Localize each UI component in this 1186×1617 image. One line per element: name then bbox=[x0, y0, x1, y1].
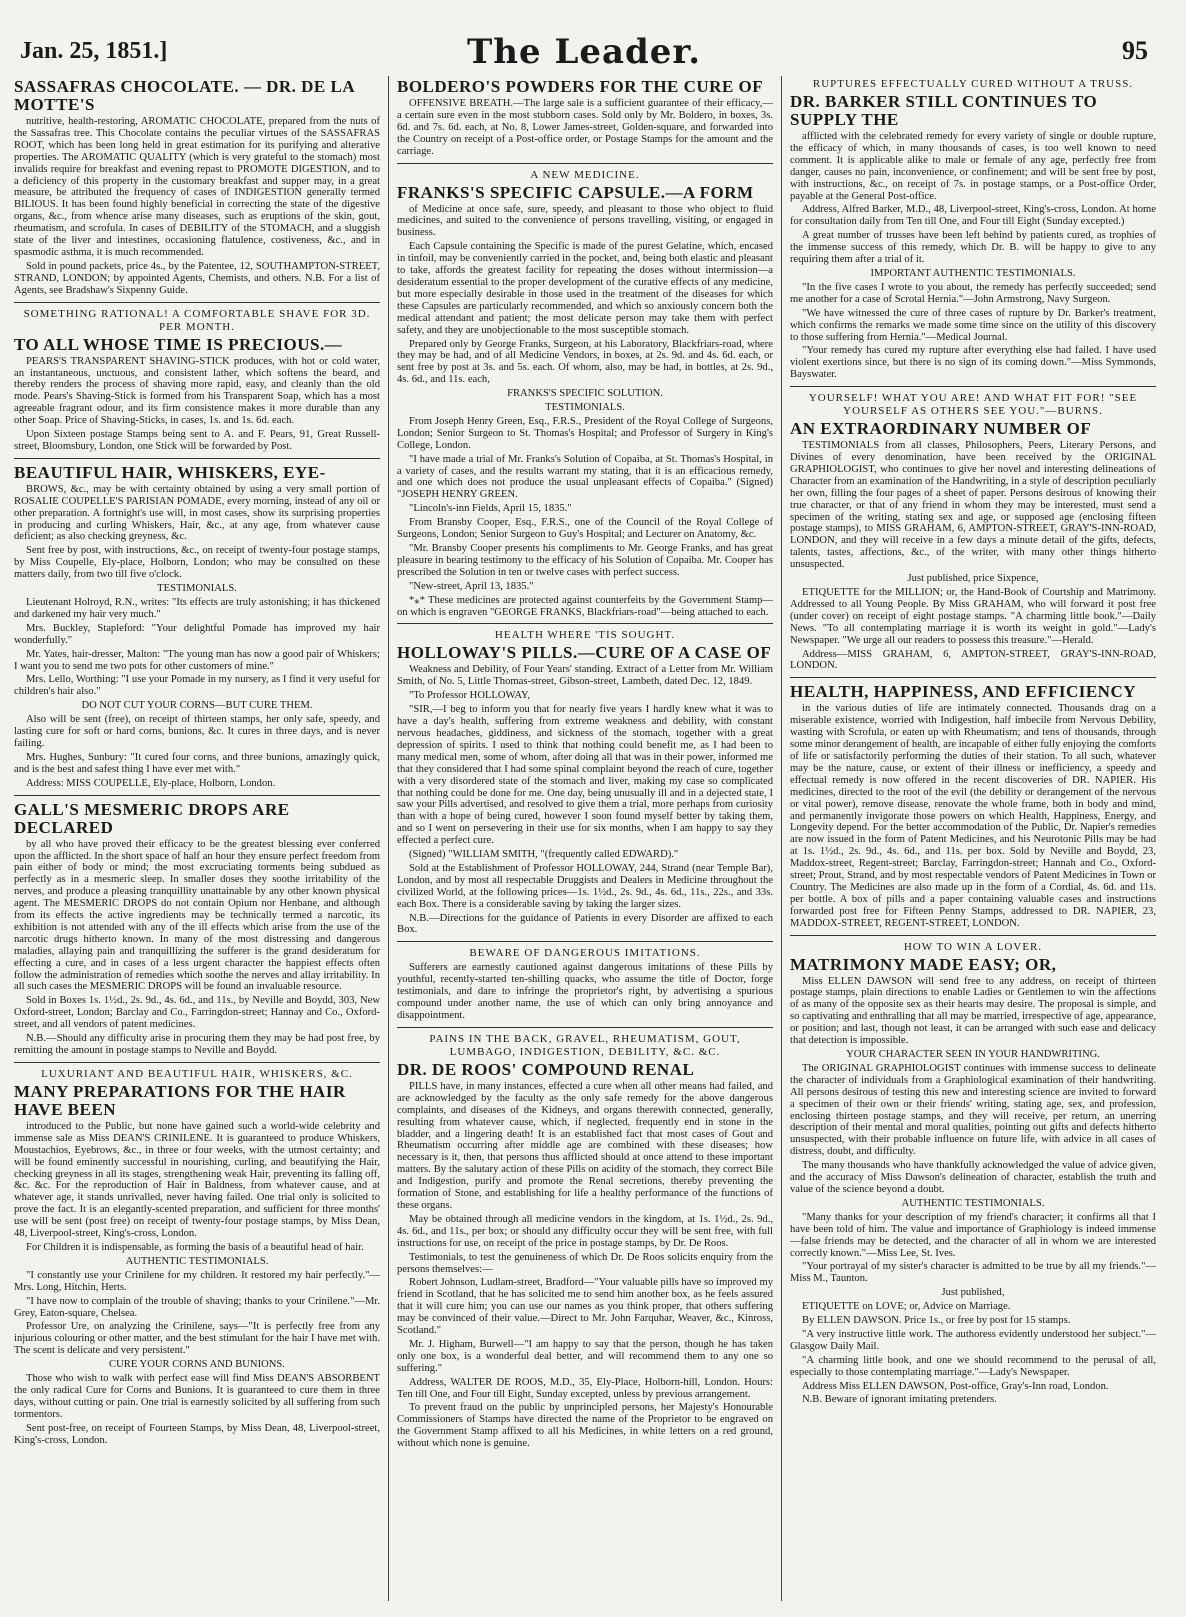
ad-paragraph: Professor Ure, on analyzing the Crinilene, says—"It is perfectly free from any injurious colouring or other matter, and the best stimulant for the hair I have met with. The scent is delicate and very persistent." bbox=[14, 1321, 380, 1357]
ad-paragraph: Mr. J. Higham, Burwell—"I am happy to say that the person, though he has taken only one box, is a wonderful deal better, and will recommend them to any one so suffering." bbox=[397, 1338, 773, 1374]
ad-subheading: YOUR CHARACTER SEEN IN YOUR HANDWRITING. bbox=[846, 1049, 1100, 1060]
ad-heading: TO ALL WHOSE TIME IS PRECIOUS.— bbox=[14, 334, 343, 354]
advertisement bbox=[397, 78, 773, 158]
ad-paragraph: "A charming little book, and one we should recommend to the perusal of all, especially to those contemplating marriage."—Lady's Newspaper. bbox=[790, 1354, 1156, 1378]
ad-paragraph: From Joseph Henry Green, Esq., F.R.S., President of the Royal College of Surgeons, London; Senior Surgeon to St. Thomas's Hospital; and Professor of Surgery in King's College, London. bbox=[397, 415, 773, 451]
ad-paragraph: nutritive, health-restoring, AROMATIC CHOCOLATE, prepared from the nuts of the Sassafras tree. This Chocolate contains the peculiar virtues of the SASSAFRAS ROOT, which has been long held in great estimation for its purifying and alterative properties. The AROMATIC QUALITY (which is very grateful to the stomach) most invalids require for breakfast and evening repast to PROMOTE DIGESTION, and to a deficiency of this property in the customary breakfast and supper may, in a great measure, be attributed the frequency of cases of INDIGESTION generally termed BILIOUS. It has been found highly beneficial in correcting the state of the digestive organs, &c., from whence arise many diseases, such as eruptions of the skin, gout, rheumatism, and scrofula. In cases of DEBILITY of the STOMACH, and a sluggish state of the liver and intestines, occasioning flatulence, costiveness, &c., and in spasmodic asthma, it is much recommended. bbox=[14, 116, 380, 258]
ad-subheading: DO NOT CUT YOUR CORNS—BUT CURE THEM. bbox=[81, 700, 313, 712]
ad-paragraph: "Lincoln's-inn Fields, April 15, 1835." bbox=[409, 503, 572, 515]
issue-date: Jan. 25, 1851.] bbox=[20, 38, 168, 64]
ad-paragraph: Address: MISS COUPELLE, Ely-place, Holborn, London. bbox=[26, 777, 276, 789]
ad-paragraph: Sent free by post, with instructions, &c., on receipt of twenty-four postage stamps, by Miss Coupelle, Ely-place, Holborn, London; who may be consulted on these matters daily, from two till five o'clock. bbox=[14, 545, 380, 581]
ad-paragraph: Miss ELLEN DAWSON will send free to any address, on receipt of thirteen postage stamps, plain directions to enable Ladies or Gentlemen to win the affections of as many of the opposite sex as their hearts may desire. The proposal is simple, and so captivating and enthralling that all may be married, irrespective of age, appearance, or position; and last, though not least, it can be arranged with such ease and delicacy that detection is impossible. bbox=[790, 975, 1156, 1047]
ad-paragraph: "In the five cases I wrote to you about, the remedy has perfectly succeeded; send me another for a case of Scrotal Hernia."—John Armstrong, Navy Surgeon. bbox=[790, 281, 1156, 305]
ad-paragraph: The ORIGINAL GRAPHIOLOGIST continues with immense success to delineate the character of individuals from a Graphiological examination of their handwriting. All persons desirous of testing this new and interesting science are invited to forward a specimen of their own or their friends' writing, stating age, sex, and profession, enclosing thirteen postage stamps, and they will receive, per return, an unerring description of their mental and moral qualities, pointing out gifts and defects hitherto unsuspected, with their probable influence on future life, with advice in all cases of distress, doubt, and difficulty. bbox=[790, 1062, 1156, 1158]
ad-heading: HEALTH, HAPPINESS, AND EFFICIENCY bbox=[790, 682, 1137, 702]
ad-kicker: YOURSELF! WHAT YOU ARE! AND WHAT FIT FOR! "SEE YOURSELF AS OTHERS SEE YOU."—BURNS. bbox=[808, 392, 1138, 418]
article-divider bbox=[790, 677, 1156, 678]
ad-paragraph: To prevent fraud on the public by unprincipled persons, her Majesty's Honourable Commissioners of Stamps have directed the name of the Proprietor to be engraved on the Government Stamp affixed to all his Medicines, in white letters on a red ground, without which none is genuine. bbox=[397, 1402, 773, 1450]
ad-paragraph: Sold in pound packets, price 4s., by the Patentee, 12, SOUTHAMPTON-STREET, STRAND, LONDON; by appointed Agents, Chemists, and others. N.B. For a list of Agents, see Bradshaw's Sixpenny Guide. bbox=[14, 260, 380, 296]
ad-subheading: TESTIMONIALS. bbox=[545, 402, 625, 414]
ad-heading: SASSAFRAS CHOCOLATE. — DR. DE LA MOTTE'S bbox=[14, 77, 355, 114]
ad-paragraph: "To Professor HOLLOWAY, bbox=[409, 690, 530, 702]
ad-kicker: SOMETHING RATIONAL! A COMFORTABLE SHAVE FOR 3D. PER MONTH. bbox=[23, 307, 371, 333]
advertisement bbox=[397, 629, 773, 936]
ad-paragraph: Mrs. Hughes, Sunbury: "It cured four corns, and three bunions, amazingly quick, and is the best and safest thing I have ever met with." bbox=[14, 751, 380, 775]
ad-paragraph: (Signed) "WILLIAM SMITH, "(frequently called EDWARD)." bbox=[409, 849, 679, 861]
advertisement bbox=[790, 78, 1156, 381]
ad-paragraph: "Your portrayal of my sister's character is admitted to be true by all my friends."—Miss M., Taunton. bbox=[790, 1261, 1156, 1285]
ad-subheading: CURE YOUR CORNS AND BUNIONS. bbox=[109, 1359, 285, 1371]
article-divider bbox=[790, 935, 1156, 936]
ad-paragraph: ETIQUETTE on LOVE; or, Advice on Marriage. bbox=[802, 1301, 1011, 1313]
ad-paragraph: For Children it is indispensable, as forming the basis of a beautiful head of hair. bbox=[26, 1241, 364, 1253]
ad-paragraph: "A very instructive little work. The authoress evidently understood her subject."—Glasgow Daily Mail. bbox=[790, 1328, 1156, 1352]
ad-paragraph: Mr. Yates, hair-dresser, Malton: "The young man has now a good pair of Whiskers; I want you to send me two pots for other customers of mine." bbox=[14, 648, 380, 672]
ad-paragraph: Address—MISS GRAHAM, 6, AMPTON-STREET, GRAY'S-INN-ROAD, LONDON. bbox=[790, 648, 1156, 672]
column-2 bbox=[397, 76, 773, 1601]
ad-subheading: FRANKS'S SPECIFIC SOLUTION. bbox=[507, 388, 663, 400]
ad-paragraph: By ELLEN DAWSON. Price 1s., or free by post for 15 stamps. bbox=[802, 1315, 1071, 1327]
article-divider bbox=[14, 458, 380, 459]
ad-paragraph: N.B. Beware of ignorant imitating pretenders. bbox=[802, 1394, 997, 1406]
ad-paragraph: "Your remedy has cured my rupture after everything else had failed. I have used violent exertions since, but there is no sign of its coming down."—Miss Symmonds, Bayswater. bbox=[790, 345, 1156, 381]
ad-heading: BOLDERO'S POWDERS FOR THE CURE OF bbox=[397, 77, 764, 96]
ad-subheading: AUTHENTIC TESTIMONIALS. bbox=[125, 1255, 269, 1267]
ad-paragraph: ETIQUETTE for the MILLION; or, the Hand-Book of Courtship and Matrimony. Addressed to all Young People. By Miss GRAHAM, who will forward it post free (under cover) on receipt of eight postage stamps. "A charming little book."—Daily News. "To all contemplating marriage it is worth its weight in gold."—Lady's Newspaper. "We urge all our readers to possess this treasure."—Herald. bbox=[790, 587, 1156, 646]
ad-paragraph: Sufferers are earnestly cautioned against dangerous imitations of these Pills by youthful, recently-started ten-shilling quacks, who assume the title of Doctor, forge testimonials, and dare to infringe the proprietor's right, by advertising a spurious compound under another name, the use of which can only bring annoyance and disappointment. bbox=[397, 962, 773, 1021]
ad-kicker: HOW TO WIN A LOVER. bbox=[903, 940, 1043, 953]
column-3 bbox=[790, 76, 1156, 1601]
ad-paragraph: "We have witnessed the cure of three cases of rupture by Dr. Barker's treatment, which confirms the remarks we made some time since on the utility of this discovery to those suffering from Hernia."—Medical Journal. bbox=[790, 307, 1156, 343]
ad-kicker: LUXURIANT AND BEAUTIFUL HAIR, WHISKERS, &C. bbox=[41, 1067, 353, 1080]
ad-paragraph: PEARS'S TRANSPARENT SHAVING-STICK produces, with hot or cold water, an instantaneous, unctuous, and consistent lather, which softens the beard, and thereby renders the process of shaving more rapid, easy, and cleanly than the old mode. Pears's Shaving-Stick is formed from his Transparent Soap, which has a most agreeable fragrant odour, and its firm consistence makes it more durable than any other Soap. Price of Shaving-Sticks, in cases, 1s. and 1s. 6d. each. bbox=[14, 355, 380, 427]
ad-heading: DR. DE ROOS' COMPOUND RENAL bbox=[397, 1059, 695, 1079]
ad-paragraph: "Many thanks for your description of my friend's character; it confirms all that I have been told of him. The value and importance of Graphiology is indeed immense—false friends may be detected, and the character of all in whom we are interested correctly known."—Miss Lee, St. Ives. bbox=[790, 1211, 1156, 1259]
column-1 bbox=[14, 76, 380, 1601]
ad-paragraph: Upon Sixteen postage Stamps being sent to A. and F. Pears, 91, Great Russell-street, Bloomsbury, London, one Stick will be forwarded by Post. bbox=[14, 429, 380, 452]
ad-paragraph: A great number of trusses have been left behind by patients cured, as trophies of the immense success of this remedy, which Dr. B. will be happy to give to any requiring them after a trial of it. bbox=[790, 230, 1156, 266]
ad-paragraph: Prepared only by George Franks, Surgeon, at his Laboratory, Blackfriars-road, where they may be had, and of all Medicine Vendors, in boxes, at 2s. 9d. and 4s. 6d. each, or sent free by post at 3s. and 5s. each. Of whom, also, may be had, in bottles, at 2s. 9d., 4s. 6d., and 11s. each, bbox=[397, 338, 773, 386]
ad-paragraph: Address, WALTER DE ROOS, M.D., 35, Ely-Place, Holborn-hill, London. Hours: Ten till One, and Four till Eight, Sunday excepted, unless by previous arrangement. bbox=[397, 1376, 773, 1400]
ad-heading: FRANKS'S SPECIFIC CAPSULE.—A FORM bbox=[397, 182, 754, 202]
advertisement bbox=[790, 392, 1156, 672]
ad-paragraph: Address, Alfred Barker, M.D., 48, Liverpool-street, King's-cross, London. At home for consultation daily from Ten till One, and Four till Eight (Sunday excepted.) bbox=[790, 204, 1156, 228]
ad-paragraph: Mrs. Buckley, Stapleford: "Your delightful Pomade has improved my hair wonderfully." bbox=[14, 622, 380, 646]
ad-paragraph: Sold at the Establishment of Professor HOLLOWAY, 244, Strand (near Temple Bar), London, and by most all respectable Druggists and Dealers in Medicine throughout the civilized World, at the following prices—1s. 1½d., 2s. 9d., 4s. 6d., 11s., 22s., and 33s. each Box. There is a considerable saving by taking the larger sizes. bbox=[397, 862, 773, 910]
ad-paragraph: N.B.—Directions for the guidance of Patients in every Disorder are affixed to each Box. bbox=[397, 912, 773, 936]
ad-kicker: RUPTURES EFFECTUALLY CURED WITHOUT A TRUSS. bbox=[812, 78, 1134, 90]
article-divider bbox=[397, 623, 773, 624]
ad-heading: GALL'S MESMERIC DROPS ARE DECLARED bbox=[14, 799, 290, 837]
article-divider bbox=[397, 1027, 773, 1028]
article-divider bbox=[14, 795, 380, 796]
ad-paragraph: Testimonials, to test the genuineness of which Dr. De Roos solicits enquiry from the persons themselves:— bbox=[397, 1251, 773, 1275]
ad-paragraph: by all who have proved their efficacy to be the greatest blessing ever conferred upon the afflicted. In the short space of half an hour they ensure perfect freedom from pain either of body or mind; the most excruciating torments being subdued as perfectly as in a mesmeric sleep. In smaller doses they soothe irritability of the nerves, and produce a pleasing tranquillity unattainable by any other known physical agent. The MESMERIC DROPS do not contain Opium nor Henbane, and although from its effects the active ingredients may be technically termed a narcotic, its exhibition is not attended with any of the ill effects which arise from the use of the narcotic drugs hitherto known. In many of the most distressing and dangerous maladies, allaying pain and tranquillizing the sufferer is the grand desideratum for effecting a cure, and in cases of a less urgent character the happiest effects often follow the administration of remedies which soothe the nerves and allay irritability. In all such cases the MESMERIC DROPS will be found an invaluable resource. bbox=[14, 838, 380, 993]
ad-paragraph: "New-street, April 13, 1835." bbox=[409, 580, 534, 592]
ad-paragraph: Mrs. Lello, Worthing: "I use your Pomade in my nursery, as I find it very useful for children's hair also." bbox=[14, 674, 380, 698]
ad-paragraph: From Bransby Cooper, Esq., F.R.S., one of the Council of the Royal College of Surgeons, London; Senior Surgeon to Guy's Hospital; and Lecturer on Anatomy, &c. bbox=[397, 517, 773, 541]
ad-heading: MANY PREPARATIONS FOR THE HAIR HAVE BEEN bbox=[14, 1081, 346, 1119]
ad-subheading: Just published, bbox=[941, 1287, 1005, 1299]
ad-paragraph: *⁎* These medicines are protected against counterfeits by the Government Stamp—on which is engraven "GEORGE FRANKS, Blackfriars-road"—being attached to each. bbox=[397, 594, 773, 618]
ad-paragraph: The many thousands who have thankfully acknowledged the value of advice given, and the accuracy of Miss Dawson's delineation of character, establish the truth and value of the science beyond a doubt. bbox=[790, 1160, 1156, 1195]
ad-paragraph: Also will be sent (free), on receipt of thirteen stamps, her only safe, speedy, and lasting cure for soft or hard corns, bunions, &c. It cures in three days, and is never failing. bbox=[14, 714, 380, 749]
ad-paragraph: Sold in Boxes 1s. 1½d., 2s. 9d., 4s. 6d., and 11s., by Neville and Boydd, 303, New Oxford-street, London; Barclay and Co., Farringdon-street; Hannay and Co., Oxford-street, and all vendors of patent medicines. bbox=[14, 995, 380, 1031]
ad-subheading: IMPORTANT AUTHENTIC TESTIMONIALS. bbox=[870, 267, 1076, 279]
ad-heading: DR. BARKER STILL CONTINUES TO SUPPLY THE bbox=[790, 92, 1098, 129]
advertisement bbox=[14, 308, 380, 453]
ad-kicker: HEALTH WHERE 'TIS SOUGHT. bbox=[494, 629, 676, 642]
ad-paragraph: BROWS, &c., may be with certainty obtained by using a very small portion of ROSALIE COUPELLE'S PARISIAN POMADE, every morning, instead of any oil or other preparation. A fortnight's use will, in most cases, show its surprising properties in producing and curling Whiskers, Hair, &c., at any age, from whatever cause deficient; as also checking greyness, &c. bbox=[14, 483, 380, 543]
article-divider bbox=[14, 1062, 380, 1063]
ad-paragraph: Robert Johnson, Ludlam-street, Bradford—"Your valuable pills have so improved my friend in Scotland, that he has solicited me to send him another box, as he feels assured that it will cure him; you can use our names as you think proper, that others suffering may be convinced of their value.—Direct to Mr. John Farquhar, Weaver, &c., Kinross, Scotland." bbox=[397, 1277, 773, 1337]
ad-paragraph: in the various duties of life are intimately connected. Thousands drag on a miserable existence, worried with Indigestion, half imbecile from Nervous Debility, wasting with Scrofula, or eaten up with Rheumatism; and tens of thousands, through some minor derangement of health, are incapable of either fully enjoying the comforts of life or satisfactorily performing the duties of their station. To all such, whatever may be the nature, cause, or extent of their illness or inefficiency, a speedy and effectual remedy is now offered in the recent discoveries of DR. NAPIER. His medicines, directed to the root of the evil (the debility or derangement of the nervous or vital power), remove disease, renovate the whole frame, both in body and mind, and permanently invigorate those powers on which Health, Happiness, Energy, and Longevity depend. For the better accommodation of the Public, Dr. Napier's remedies are now issued in the form of Patent Medicines, and his Neurotonic Pills may be had at 1s. 1½d., 2s. 9d., 4s. 6d., and 11s. per box. Sold by Neville and Boydd, 23, Maddox-street, Regent-street; Barclay, Farringdon-street; Hannah and Co., Oxford-street; Prout, Strand, and by most respectable vendors of Patent Medicines in Town or Country. The Medicines are also made up in the form of a Cordial, 4s. 6d. and 11s. per bottle. A box of pills and a paper containing valuable cases and instructions forwarded post free for Fifteen Penny Stamps, addressed to DR. NAPIER, 23, MADDOX-STREET, REGENT-STREET, LONDON. bbox=[790, 703, 1156, 929]
article-divider bbox=[397, 163, 773, 164]
ad-paragraph: "SIR,—I beg to inform you that for nearly five years I hardly knew what it was to have a day's health, suffering from extreme weakness and debility, with constant nervous headaches, giddiness, and sickness of the stomach, together with a great depression of spirits. I used to think that nothing could benefit me, as I had been to many medical men, some of whom, after doing all that was in their power, informed me that they considered that I had some spinal complaint beyond the reach of cure, together with a very disordered state of the stomach and liver, making my case so complicated that nothing could be done for me. One day, being unusually ill and in a dejected state, I saw your Pills advertised, and resolved to give them a trial, more perhaps from curiosity than with a hope of being cured, however I soon found myself better by taking them, and so I went on persevering in their use for six months, when I am happy to say they effected a perfect cure. bbox=[397, 704, 773, 847]
ad-subheading: Just published, price Sixpence, bbox=[907, 573, 1039, 585]
article-divider bbox=[397, 941, 773, 942]
article-divider bbox=[790, 386, 1156, 387]
advertisement bbox=[14, 464, 380, 790]
ad-subheading: AUTHENTIC TESTIMONIALS. bbox=[901, 1197, 1045, 1209]
ad-paragraph: Weakness and Debility, of Four Years' standing. Extract of a Letter from Mr. William Smith, of No. 5, Little Thomas-street, Gibson-street, Lambeth, dated Dec. 12, 1849. bbox=[397, 664, 773, 688]
ad-paragraph: Each Capsule containing the Specific is made of the purest Gelatine, which, encased in tinfoil, may be conveniently carried in the pocket, and, being both elastic and pleasant to take, affords the greatest facility for repeating the doses without intermission—a desideratum essential to the proper development of the curative effects of any medicine, but more especially desirable in those used in the treatment of the diseases for which these Capsules are particularly recommended, and which so anxiously concern both the medical attendant and patient; the most delicate person may take them with perfect safety, and they are unobjectionable to the most susceptible stomach. bbox=[397, 241, 773, 336]
ad-paragraph: "I have now to complain of the trouble of shaving; thanks to your Crinilene."—Mr. Grey, Eaton-square, Chelsea. bbox=[14, 1295, 380, 1319]
ad-paragraph: N.B.—Should any difficulty arise in procuring them they may be had post free, by remitting the amount in postage stamps to Neville and Boydd. bbox=[14, 1033, 380, 1056]
ad-kicker: BEWARE OF DANGEROUS IMITATIONS. bbox=[469, 947, 701, 960]
ad-paragraph: Lieutenant Holroyd, R.N., writes: "Its effects are truly astonishing; it has thickened and darkened my hair very much." bbox=[14, 597, 380, 620]
advertisement bbox=[397, 1033, 773, 1450]
ad-kicker: A NEW MEDICINE. bbox=[530, 168, 640, 181]
ad-paragraph: "I constantly use your Crinilene for my children. It restored my hair perfectly."—Mrs. Long, Hitchin, Herts. bbox=[14, 1269, 380, 1293]
advertisement bbox=[397, 947, 773, 1022]
advertisement bbox=[14, 78, 380, 297]
ad-heading: AN EXTRAORDINARY NUMBER OF bbox=[790, 419, 1092, 439]
ad-paragraph: Address Miss ELLEN DAWSON, Post-office, Gray's-Inn road, London. bbox=[802, 1380, 1109, 1392]
ad-heading: BEAUTIFUL HAIR, WHISKERS, EYE- bbox=[14, 462, 326, 482]
masthead bbox=[20, 30, 1148, 74]
page-number: 95 bbox=[1122, 36, 1148, 65]
ad-kicker: PAINS IN THE BACK, GRAVEL, RHEUMATISM, GOUT, LUMBAGO, INDIGESTION, DEBILITY, &C. &C. bbox=[429, 1032, 741, 1058]
ad-paragraph: PILLS have, in many instances, effected a cure when all other means had failed, and are acknowledged by the faculty as the only safe remedy for the above dangerous complaints, and diseases of the Kidneys, and organs therewith connected, generally, resulting from whatever cause, which, if neglected, frequently end in stone in the bladder, and a lingering death! It is an established fact that most cases of Gout and Rheumatism occurring after middle age are combined with these diseases; how necessary is it, then, that persons thus afflicted should at once attend to these important matters. By the salutary action of these Pills on acidity of the stomach, they correct Bile and Indigestion, purify and promote the Renal secretions, thereby preventing the formation of Stone, and establishing for life a healthy performance of the functions of these organs. bbox=[397, 1080, 773, 1211]
advertisement bbox=[790, 941, 1156, 1407]
advertisement bbox=[14, 1068, 380, 1447]
ad-paragraph: of Medicine at once safe, sure, speedy, and pleasant to those who object to fluid medicines, and suited to the convenience of persons travelling, visiting, or engaged in business. bbox=[397, 203, 773, 239]
ad-paragraph: Sent post-free, on receipt of Fourteen Stamps, by Miss Dean, 48, Liverpool-street, King's-cross, London. bbox=[14, 1422, 380, 1446]
advertisement bbox=[790, 683, 1156, 929]
column-rule bbox=[781, 76, 782, 1601]
ad-paragraph: "I have made a trial of Mr. Franks's Solution of Copaiba, at St. Thomas's Hospital, in a variety of cases, and the results warrant my stating, that it is an efficacious remedy, and one which does not produce the usual unpleasant effects of Copaiba." (Signed) "JOSEPH HENRY GREEN. bbox=[397, 453, 773, 501]
ad-subheading: TESTIMONIALS. bbox=[157, 583, 237, 595]
column-rule bbox=[388, 76, 389, 1601]
ad-paragraph: introduced to the Public, but none have gained such a world-wide celebrity and immense sale as Miss DEAN'S CRINILENE. It is guaranteed to produce Whiskers, Moustachios, Eyebrows, &c., in three or four weeks, with the utmost certainty; and will be found eminently successful in nourishing, curling, and beautifying the Hair, checking greyness in all its stages, strengthening weak Hair, preventing its falling off, &c. &c. For the reproduction of Hair in Baldness, from whatever cause, and at whatever age, it stands unrivalled, never having failed. One trial only is solicited to prove the fact. It is an elegantly-scented preparation, and sufficient for three months' use will be sent (post free) on receipt of twenty-four postage stamps, by Miss Dean, 48, Liverpool-street, King's-cross, London. bbox=[14, 1120, 380, 1240]
newspaper-title: The Leader. bbox=[466, 32, 702, 72]
advertisement bbox=[14, 801, 380, 1057]
article-divider bbox=[14, 302, 380, 303]
ad-paragraph: afflicted with the celebrated remedy for every variety of single or double rupture, the efficacy of which, in many thousands of cases, is too well known to need comment. It is applicable alike to male or female of any age, perfectly free from danger, causes no pain, inconvenience, or confinement; and will be sent free by post, with instructions, &c., on receipt of 7s. in postage stamps, or a Post-office Order, payable at the General Post-office. bbox=[790, 131, 1156, 202]
ad-heading: MATRIMONY MADE EASY; OR, bbox=[790, 954, 1057, 974]
ad-heading: HOLLOWAY'S PILLS.—CURE OF A CASE OF bbox=[397, 643, 772, 663]
ad-paragraph: Those who wish to walk with perfect ease will find Miss DEAN'S ABSORBENT the only radical Cure for Corns and Bunions. It is guaranteed to cure them in three days, without cutting or pain. One trial is earnestly solicited by all suffering from such tormentors. bbox=[14, 1373, 380, 1420]
ad-paragraph: "Mr. Bransby Cooper presents his compliments to Mr. George Franks, and has great pleasure in bearing testimony to the efficacy of his Solution of Copaiba. Mr. Cooper has prescribed the Solution in ten or twelve cases with perfect success. bbox=[397, 543, 773, 578]
ad-paragraph: TESTIMONIALS from all classes, Philosophers, Peers, Literary Persons, and Divines of every denomination, have been received by the ORIGINAL GRAPHIOLOGIST, who continues to give her novel and interesting delineations of Character from an examination of the Handwriting, in a style of description peculiarly her own, filling the four pages of a sheet of paper. Persons desirous of knowing their true character, or that of any friend in whom they may be interested, must send a specimen of the writing, stating sex and age, or supposed age (enclosing fifteen postage stamps), to MISS GRAHAM, 6, AMPTON-STREET, GRAY'S-INN-ROAD, LONDON, and they will receive in a few days a minute detail of the gifts, defects, talents, tastes, affections, &c., of the writer, with many other things hitherto unsuspected. bbox=[790, 440, 1156, 571]
advertisement bbox=[397, 169, 773, 619]
ad-paragraph: OFFENSIVE BREATH.—The large sale is a sufficient guarantee of their efficacy,—a certain sure even in the most stubborn cases. Sold only by Mr. Boldero, in boxes, 3s. 6d. and 7s. 6d. each, at No. 8, Lower James-street, Golden-square, and forwarded into the Country on receipt of a Post-office order, or Postage Stamps for the amount and the carriage. bbox=[397, 98, 773, 157]
ad-paragraph: May be obtained through all medicine vendors in the kingdom, at 1s. 1½d., 2s. 9d., 4s. 6d., and 11s., per box; or should any difficulty occur they will be sent free, with full instructions for use, on receipt of the price in postage stamps, by Dr. De Roos. bbox=[397, 1213, 773, 1249]
